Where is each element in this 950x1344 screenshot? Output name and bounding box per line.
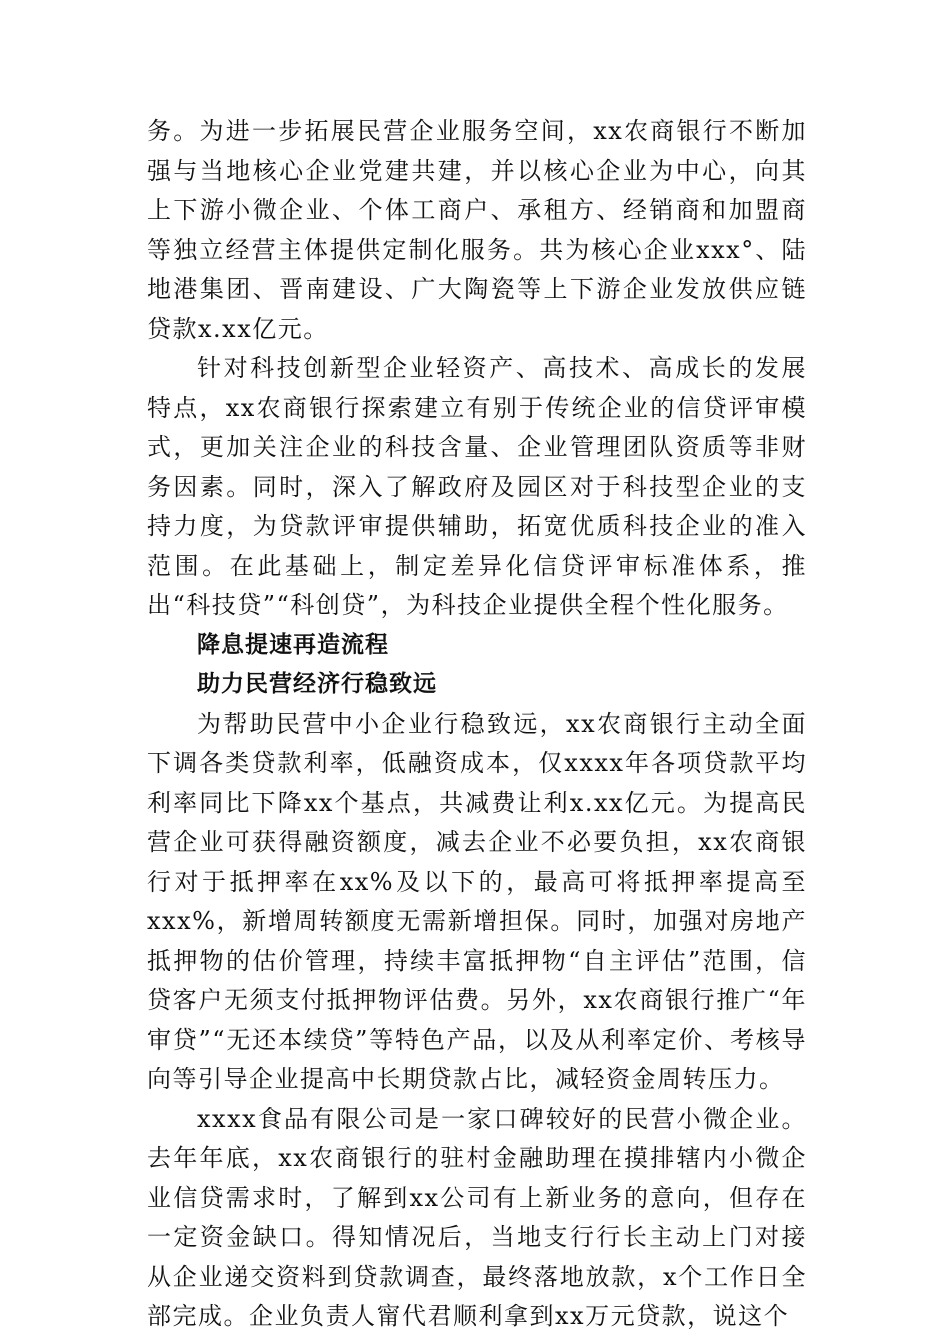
paragraph-rate-reduction: 为帮助民营中小企业行稳致远，xx农商银行主动全面下调各类贷款利率，低融资成本，仅xxxx年各项贷款平均利率同比下降xx个基点，共减费让利x.xx亿元。为提高民营企业可获得融资额度，减去企业不必要负担，xx农商银行对于抵押率在xx%及以下的，最高可将抵押率提高至xxx%，新增周转额度无需新增担保。同时，加强对房地产抵押物的估价管理，持续丰富抵押物“自主评估”范围，信贷客户无须支付抵押物评估费。另外，xx农商银行推广“年审贷”“无还本续贷”等特色产品，以及从利率定价、考核导向等引导企业提高中长期贷款占比，减轻资金周转压力。 [147,709,807,1093]
section-heading-line2: 助力民营经济行稳致远 [197,671,437,697]
paragraph-supply-chain-services: 务。为进一步拓展民营企业服务空间，xx农商银行不断加强与当地核心企业党建共建，并以核心企业为中心，向其上下游小微企业、个体工商户、承租方、经销商和加盟商等独立经营主体提供定制化服务。共为核心企业xxx°、陆地港集团、晋南建设、广大陶瓷等上下游企业发放供应链贷款x.xx亿元。 [147,117,807,343]
document-body [147,112,807,1337]
paragraph-case-study: xxxx食品有限公司是一家口碑较好的民营小微企业。去年年底，xx农商银行的驻村金融助理在摸排辖内小微企业信贷需求时，了解到xx公司有上新业务的意向，但存在一定资金缺口。得知情况后，当地支行行长主动上门对接从企业递交资料到贷款调查，最终落地放款，x个工作日全部完成。企业负责人甯代君顺利拿到xx万元贷款，说这个 [147,1104,807,1330]
paragraph-tech-enterprise-credit: 针对科技创新型企业轻资产、高技术、高成长的发展特点，xx农商银行探索建立有别于传统企业的信贷评审模式，更加关注企业的科技含量、企业管理团队资质等非财务因素。同时，深入了解政府及园区对于科技型企业的支持力度，为贷款评审提供辅助，拓宽优质科技企业的准入范围。在此基础上，制定差异化信贷评审标准体系，推出“科技贷”“科创贷”，为科技企业提供全程个性化服务。 [147,354,807,619]
section-heading-line1: 降息提速再造流程 [197,631,389,658]
